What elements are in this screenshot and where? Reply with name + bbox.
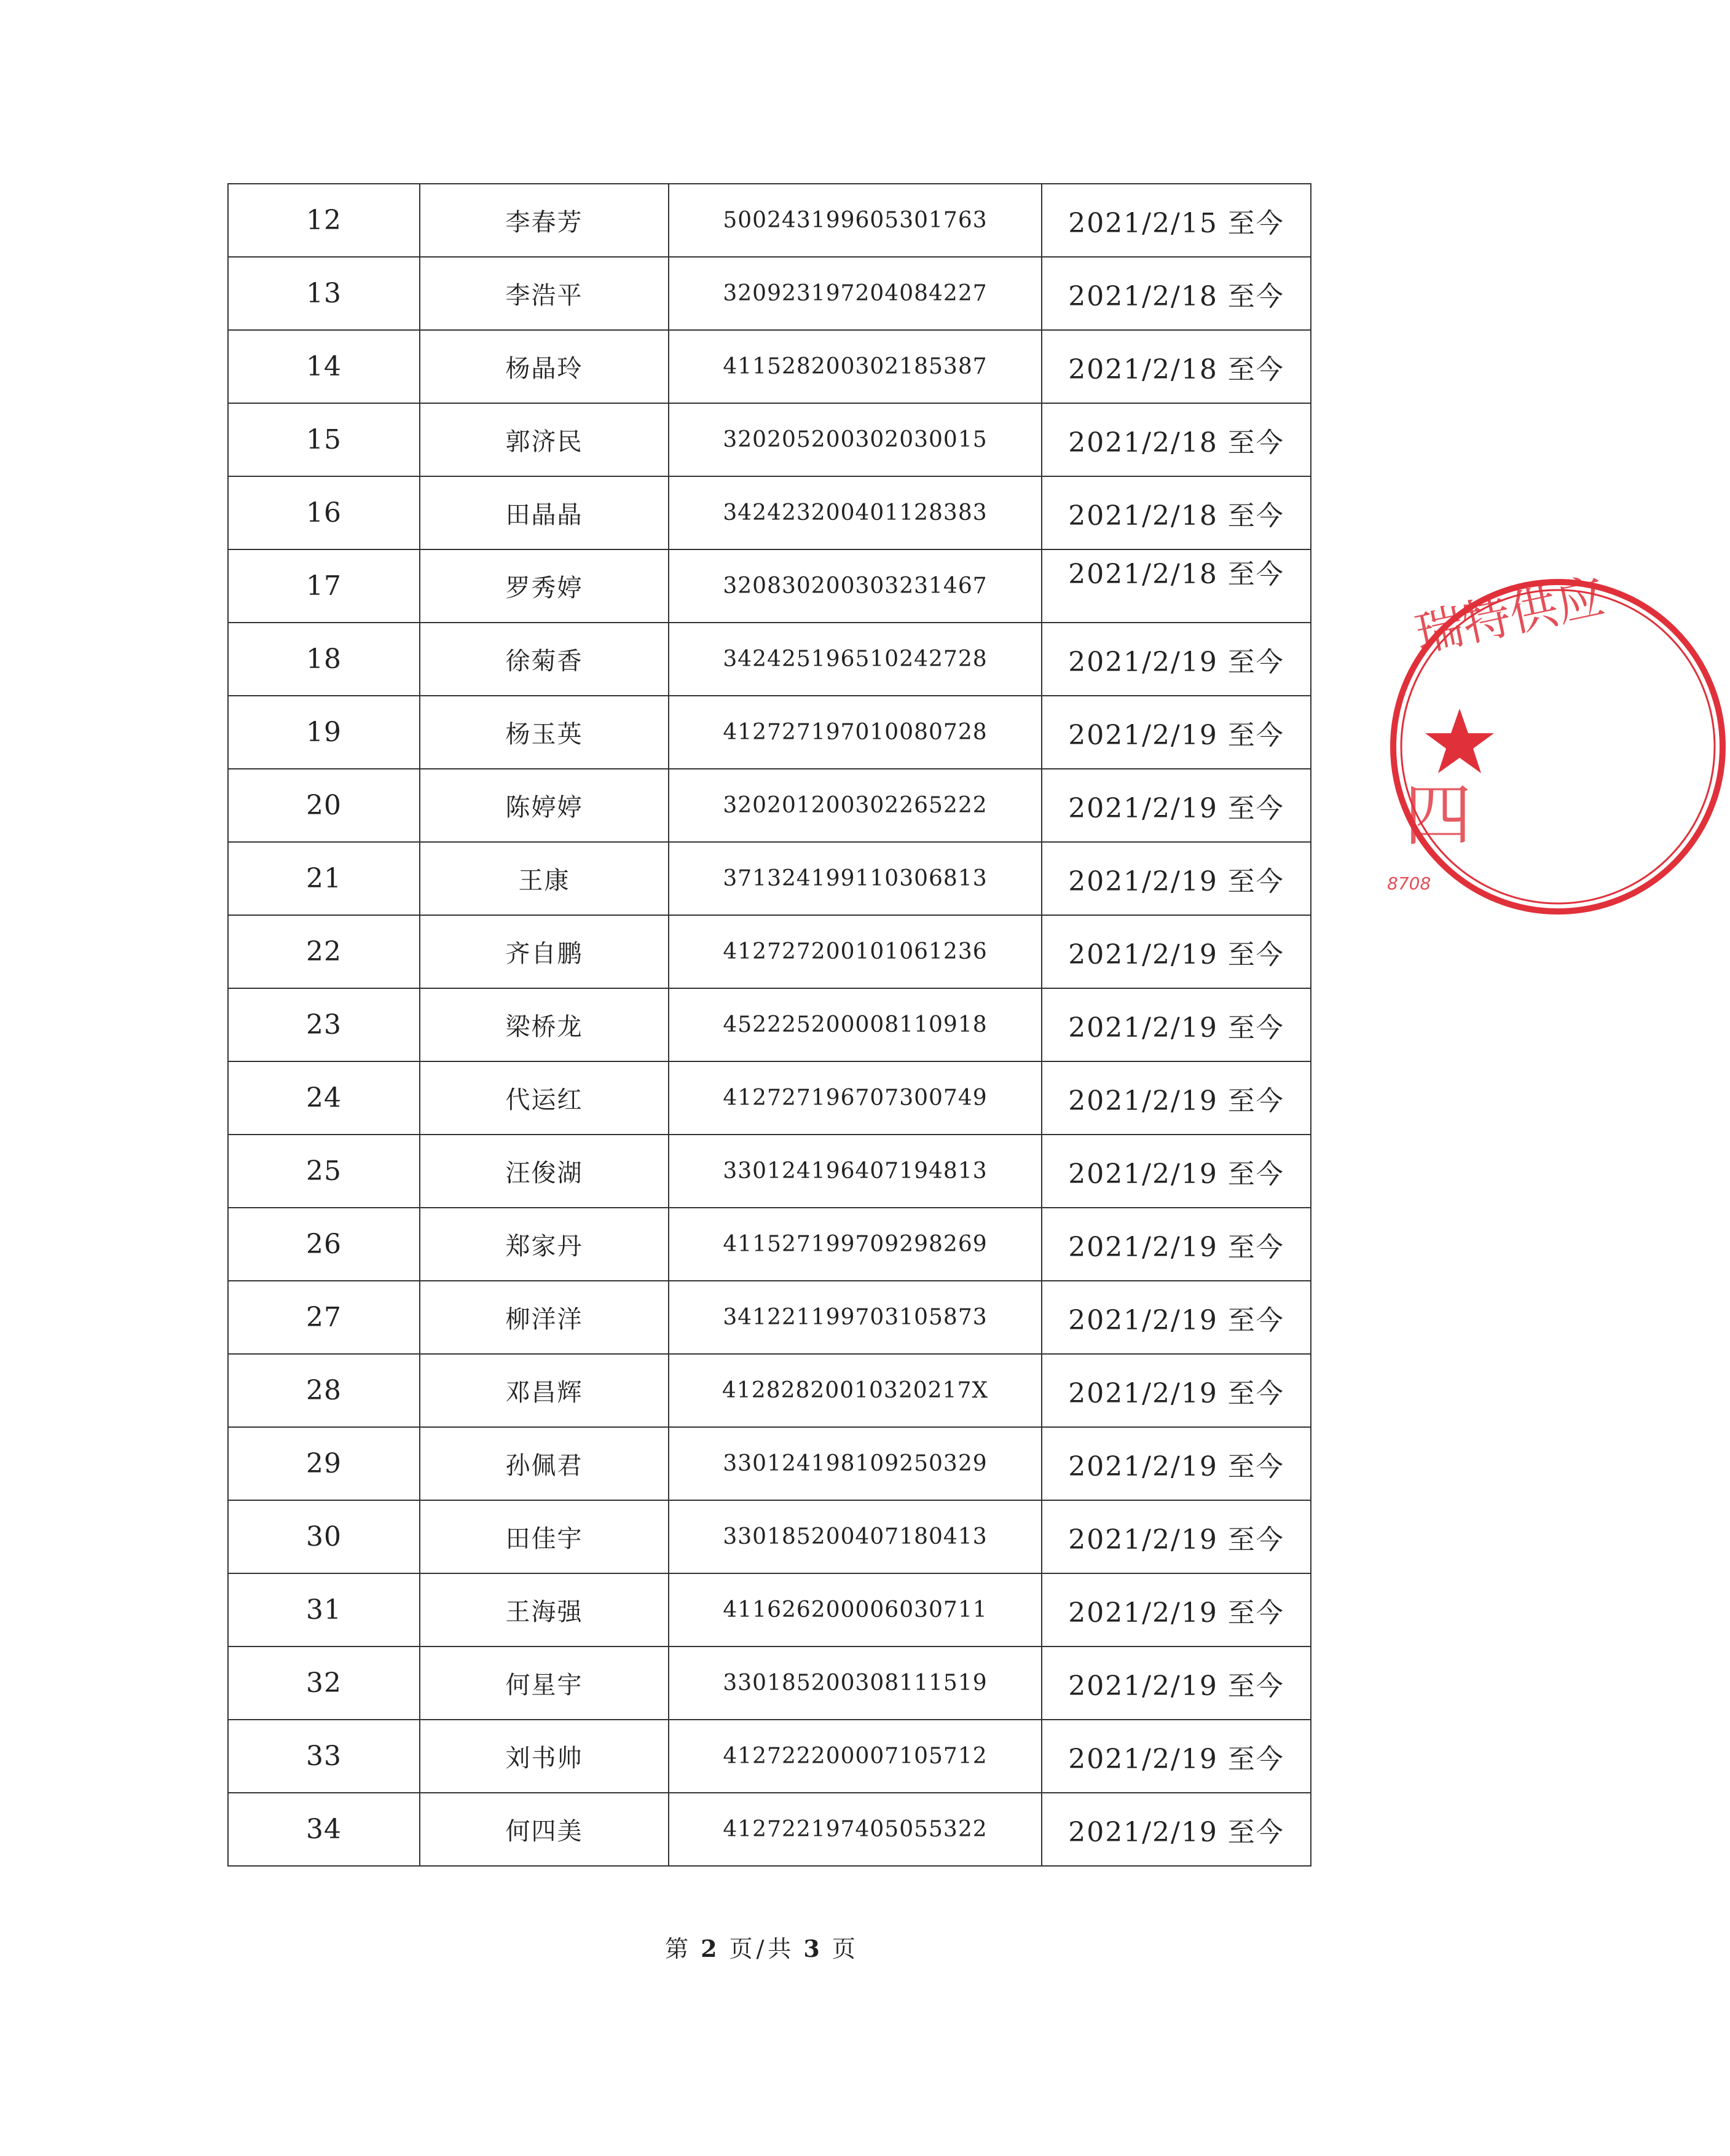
row-number-cell-text: 21 <box>306 863 342 894</box>
name-cell <box>420 1573 669 1647</box>
start-date-cell <box>1042 184 1311 257</box>
id-number-cell-text: 412727200101061236 <box>723 939 988 964</box>
start-date-cell-text: 2021/2/19 至今 <box>1068 1670 1284 1702</box>
row-number-cell-text: 12 <box>306 205 342 236</box>
table-row <box>228 1573 1311 1647</box>
start-date-cell-text: 2021/2/18 至今 <box>1068 353 1284 385</box>
row-number-cell <box>228 257 420 330</box>
id-number-cell-text: 412727197010080728 <box>723 720 988 745</box>
name-cell <box>420 623 669 696</box>
id-number-cell <box>669 476 1042 549</box>
footer-suffix: 页 <box>832 1935 859 1962</box>
name-cell-text: 代运红 <box>505 1086 583 1114</box>
start-date-cell <box>1042 915 1311 988</box>
name-cell-text: 梁桥龙 <box>505 1013 583 1041</box>
row-number-cell-text: 33 <box>306 1741 342 1772</box>
id-number-cell-text: 411528200302185387 <box>723 354 988 379</box>
start-date-cell <box>1042 1720 1311 1793</box>
name-cell <box>420 696 669 769</box>
table-row <box>228 1354 1311 1427</box>
row-number-cell <box>228 1354 420 1427</box>
name-cell <box>420 769 669 842</box>
start-date-cell-text: 2021/2/19 至今 <box>1068 792 1284 824</box>
row-number-cell <box>228 842 420 915</box>
name-cell <box>420 1647 669 1720</box>
id-number-cell-text: 320830200303231467 <box>723 573 988 599</box>
id-number-cell-text: 411527199709298269 <box>723 1232 988 1257</box>
start-date-cell <box>1042 330 1311 403</box>
row-number-cell <box>228 696 420 769</box>
start-date-cell-text: 2021/2/19 至今 <box>1068 938 1284 970</box>
row-number-cell <box>228 1208 420 1281</box>
name-cell-text: 王海强 <box>505 1598 583 1626</box>
row-number-cell-text: 20 <box>306 790 342 821</box>
row-number-cell <box>228 403 420 476</box>
row-number-cell <box>228 915 420 988</box>
row-number-cell <box>228 549 420 623</box>
page-footer <box>0 1930 1524 1964</box>
name-cell <box>420 915 669 988</box>
id-number-cell-text: 342425196510242728 <box>723 647 988 672</box>
start-date-cell-text: 2021/2/19 至今 <box>1068 1158 1284 1190</box>
name-cell-text: 柳洋洋 <box>505 1305 583 1334</box>
seal-serial-number: 8708 <box>1387 873 1431 894</box>
id-number-cell <box>669 623 1042 696</box>
name-cell <box>420 330 669 403</box>
name-cell <box>420 842 669 915</box>
start-date-cell <box>1042 769 1311 842</box>
name-cell-text: 齐自鹏 <box>505 940 583 968</box>
start-date-cell <box>1042 549 1311 623</box>
footer-total-pages: 3 <box>803 1935 824 1962</box>
start-date-cell-text: 2021/2/18 至今 <box>1068 500 1284 532</box>
id-number-cell <box>669 1208 1042 1281</box>
row-number-cell-text: 28 <box>306 1375 342 1406</box>
start-date-cell-text: 2021/2/19 至今 <box>1068 1085 1284 1117</box>
id-number-cell-text: 320923197204084227 <box>723 281 988 306</box>
start-date-cell-text: 2021/2/18 至今 <box>1068 558 1284 590</box>
start-date-cell <box>1042 1647 1311 1720</box>
name-cell <box>420 476 669 549</box>
name-cell <box>420 1427 669 1500</box>
id-number-cell-text: 41282820010320217X <box>721 1378 988 1403</box>
seal-stamp-graphic <box>1386 569 1730 919</box>
table-row <box>228 476 1311 549</box>
name-cell-text: 何四美 <box>505 1817 583 1846</box>
name-cell-text: 罗秀婷 <box>505 574 583 602</box>
id-number-cell-text: 371324199110306813 <box>723 866 988 891</box>
row-number-cell-text: 17 <box>306 570 342 602</box>
start-date-cell <box>1042 696 1311 769</box>
start-date-cell-text: 2021/2/19 至今 <box>1068 1377 1284 1409</box>
row-number-cell <box>228 623 420 696</box>
name-cell-text: 李春芳 <box>505 208 583 237</box>
id-number-cell <box>669 1135 1042 1208</box>
name-cell-text: 王康 <box>518 867 570 895</box>
id-number-cell <box>669 1354 1042 1427</box>
row-number-cell-text: 24 <box>306 1082 342 1114</box>
footer-prefix: 第 <box>665 1935 693 1962</box>
table-row <box>228 696 1311 769</box>
row-number-cell <box>228 1500 420 1573</box>
id-number-cell-text: 330185200407180413 <box>723 1524 988 1549</box>
row-number-cell <box>228 476 420 549</box>
id-number-cell <box>669 1647 1042 1720</box>
start-date-cell-text: 2021/2/19 至今 <box>1068 719 1284 751</box>
id-number-cell <box>669 403 1042 476</box>
row-number-cell <box>228 184 420 257</box>
company-seal <box>1386 569 1610 919</box>
id-number-cell-text: 330124198109250329 <box>723 1451 988 1476</box>
id-number-cell <box>669 1281 1042 1354</box>
name-cell-text: 邓昌辉 <box>505 1379 583 1407</box>
row-number-cell <box>228 1647 420 1720</box>
row-number-cell-text: 13 <box>306 278 342 309</box>
row-number-cell-text: 25 <box>306 1155 342 1187</box>
table-row <box>228 1793 1311 1866</box>
table-row <box>228 549 1311 623</box>
table-row <box>228 1135 1311 1208</box>
id-number-cell-text: 320205200302030015 <box>723 427 988 452</box>
id-number-cell <box>669 1793 1042 1866</box>
id-number-cell-text: 320201200302265222 <box>723 793 988 818</box>
start-date-cell <box>1042 1573 1311 1647</box>
start-date-cell-text: 2021/2/19 至今 <box>1068 1597 1284 1629</box>
row-number-cell <box>228 330 420 403</box>
id-number-cell <box>669 184 1042 257</box>
start-date-cell-text: 2021/2/19 至今 <box>1068 1816 1284 1848</box>
footer-page-number: 2 <box>701 1935 721 1962</box>
name-cell-text: 田佳宇 <box>505 1525 583 1553</box>
id-number-cell-text: 330124196407194813 <box>723 1159 988 1184</box>
roster-table-body <box>228 184 1311 1866</box>
start-date-cell-text: 2021/2/19 至今 <box>1068 1524 1284 1556</box>
name-cell <box>420 184 669 257</box>
name-cell-text: 杨玉英 <box>505 720 583 749</box>
name-cell <box>420 257 669 330</box>
table-row <box>228 1061 1311 1135</box>
start-date-cell-text: 2021/2/19 至今 <box>1068 1012 1284 1044</box>
table-row <box>228 623 1311 696</box>
id-number-cell <box>669 696 1042 769</box>
roster-table <box>227 183 1311 1867</box>
start-date-cell-text: 2021/2/19 至今 <box>1068 1231 1284 1263</box>
row-number-cell <box>228 1281 420 1354</box>
name-cell <box>420 1720 669 1793</box>
start-date-cell <box>1042 1354 1311 1427</box>
table-row <box>228 1208 1311 1281</box>
row-number-cell-text: 23 <box>306 1009 342 1041</box>
seal-bottom-text: 四 <box>1404 776 1472 855</box>
start-date-cell-text: 2021/2/19 至今 <box>1068 646 1284 678</box>
start-date-cell <box>1042 403 1311 476</box>
row-number-cell-text: 30 <box>306 1521 342 1552</box>
table-row <box>228 1281 1311 1354</box>
id-number-cell-text: 412722200007105712 <box>723 1744 988 1769</box>
row-number-cell <box>228 1573 420 1647</box>
start-date-cell <box>1042 842 1311 915</box>
id-number-cell-text: 330185200308111519 <box>723 1670 988 1696</box>
start-date-cell <box>1042 1793 1311 1866</box>
row-number-cell-text: 34 <box>306 1814 342 1845</box>
name-cell <box>420 1500 669 1573</box>
row-number-cell <box>228 1793 420 1866</box>
row-number-cell-text: 27 <box>306 1302 342 1333</box>
row-number-cell <box>228 988 420 1061</box>
start-date-cell-text: 2021/2/19 至今 <box>1068 1450 1284 1482</box>
name-cell-text: 孙佩君 <box>505 1452 583 1480</box>
start-date-cell-text: 2021/2/19 至今 <box>1068 1743 1284 1775</box>
name-cell <box>420 1354 669 1427</box>
name-cell-text: 刘书帅 <box>505 1744 583 1772</box>
name-cell <box>420 1061 669 1135</box>
table-row <box>228 842 1311 915</box>
id-number-cell <box>669 330 1042 403</box>
table-row <box>228 1647 1311 1720</box>
footer-middle: 页/共 <box>729 1935 795 1962</box>
start-date-cell <box>1042 1281 1311 1354</box>
table-row <box>228 184 1311 257</box>
table-row <box>228 257 1311 330</box>
name-cell-text: 田晶晶 <box>505 501 583 529</box>
name-cell-text: 陈婷婷 <box>505 793 583 822</box>
table-row <box>228 330 1311 403</box>
name-cell <box>420 1793 669 1866</box>
start-date-cell-text: 2021/2/18 至今 <box>1068 280 1284 312</box>
row-number-cell-text: 15 <box>306 424 342 455</box>
row-number-cell <box>228 1720 420 1793</box>
start-date-cell <box>1042 1500 1311 1573</box>
table-row <box>228 1720 1311 1793</box>
id-number-cell <box>669 842 1042 915</box>
start-date-cell <box>1042 1427 1311 1500</box>
row-number-cell <box>228 769 420 842</box>
name-cell <box>420 1281 669 1354</box>
row-number-cell <box>228 1135 420 1208</box>
id-number-cell-text: 412727196707300749 <box>723 1085 988 1111</box>
id-number-cell <box>669 1061 1042 1135</box>
start-date-cell <box>1042 1208 1311 1281</box>
start-date-cell <box>1042 988 1311 1061</box>
name-cell-text: 郑家丹 <box>505 1232 583 1261</box>
id-number-cell-text: 341221199703105873 <box>723 1305 988 1330</box>
name-cell <box>420 1208 669 1281</box>
row-number-cell-text: 16 <box>306 497 342 529</box>
name-cell-text: 郭济民 <box>505 428 583 456</box>
start-date-cell-text: 2021/2/15 至今 <box>1068 207 1284 239</box>
start-date-cell-text: 2021/2/19 至今 <box>1068 1304 1284 1336</box>
name-cell-text: 何星宇 <box>505 1671 583 1699</box>
name-cell-text: 杨晶玲 <box>505 355 583 383</box>
id-number-cell <box>669 988 1042 1061</box>
table-row <box>228 769 1311 842</box>
id-number-cell <box>669 915 1042 988</box>
id-number-cell <box>669 769 1042 842</box>
start-date-cell-text: 2021/2/19 至今 <box>1068 865 1284 897</box>
id-number-cell <box>669 1427 1042 1500</box>
id-number-cell-text: 342423200401128383 <box>723 500 988 525</box>
name-cell <box>420 549 669 623</box>
row-number-cell-text: 26 <box>306 1229 342 1260</box>
row-number-cell-text: 31 <box>306 1594 342 1626</box>
table-row <box>228 988 1311 1061</box>
id-number-cell <box>669 549 1042 623</box>
name-cell <box>420 1135 669 1208</box>
start-date-cell <box>1042 476 1311 549</box>
row-number-cell-text: 14 <box>306 351 342 382</box>
start-date-cell-text: 2021/2/18 至今 <box>1068 427 1284 458</box>
row-number-cell-text: 19 <box>306 717 342 748</box>
id-number-cell-text: 500243199605301763 <box>723 208 988 233</box>
row-number-cell <box>228 1427 420 1500</box>
name-cell-text: 汪俊湖 <box>505 1159 583 1187</box>
table-row <box>228 1500 1311 1573</box>
row-number-cell-text: 29 <box>306 1448 342 1479</box>
name-cell <box>420 403 669 476</box>
table-row <box>228 1427 1311 1500</box>
seal-arc-text: 瑞特供应 <box>1410 569 1610 663</box>
table-row <box>228 403 1311 476</box>
start-date-cell <box>1042 257 1311 330</box>
row-number-cell-text: 22 <box>306 936 342 967</box>
start-date-cell <box>1042 623 1311 696</box>
name-cell <box>420 988 669 1061</box>
table-row <box>228 915 1311 988</box>
start-date-cell <box>1042 1135 1311 1208</box>
row-number-cell-text: 32 <box>306 1667 342 1699</box>
id-number-cell <box>669 1573 1042 1647</box>
seal-star-icon <box>1425 709 1494 773</box>
id-number-cell-text: 411626200006030711 <box>723 1597 988 1623</box>
row-number-cell-text: 18 <box>306 643 342 675</box>
id-number-cell-text: 412722197405055322 <box>723 1817 988 1842</box>
row-number-cell <box>228 1061 420 1135</box>
id-number-cell <box>669 1720 1042 1793</box>
start-date-cell <box>1042 1061 1311 1135</box>
id-number-cell-text: 452225200008110918 <box>723 1012 988 1037</box>
name-cell-text: 李浩平 <box>505 281 583 310</box>
id-number-cell <box>669 1500 1042 1573</box>
name-cell-text: 徐菊香 <box>505 647 583 675</box>
id-number-cell <box>669 257 1042 330</box>
